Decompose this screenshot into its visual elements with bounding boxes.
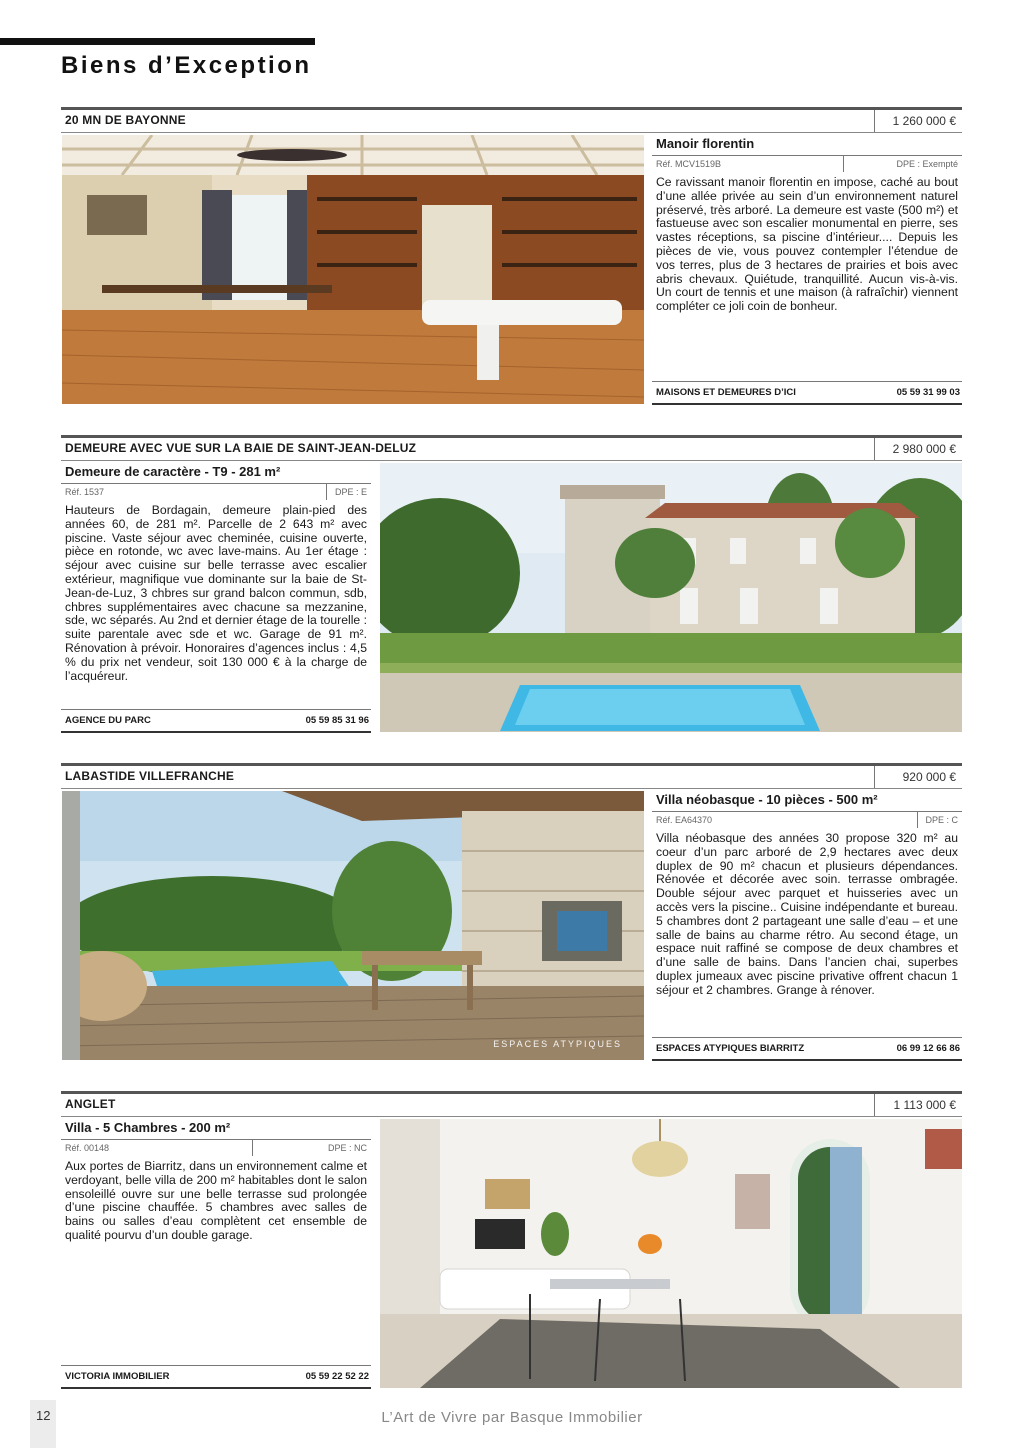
agency-phone: 05 59 31 99 03	[896, 387, 960, 398]
property-description: Hauteurs de Bordagain, demeure plain-pied des années 60, de 281 m². Parcelle de 2 643 m² avec piscine. Vaste séjour avec cheminée, cuisine ouverte, pièce en rotonde, wc avec lave-mains. Au 1er étage : séjour avec cuisine sur belle terrasse avec escalier extérieur, magnifique vue dominante sur la baie de St-Jean-de-Luz, 3 chbres sur grand balcon commun, sdb, chbres supplémentaires avec chacune sa mezzanine, sde, wc séparés. Au 2nd et dernier étage de la tourelle : suite parentale avec sde et wc. Garage de 91 m². Rénovation à prévoir. Honoraires d’agences inclus : 4,5 % du prix net vendeur, soit 130 000 € à la charge de l’acquéreur.	[65, 503, 367, 683]
agency-phone: 05 59 85 31 96	[305, 715, 369, 726]
dpe-rating: DPE : E	[334, 487, 367, 497]
reference-number: Réf. MCV1519B	[652, 156, 844, 172]
agency-row	[61, 1365, 371, 1389]
listing-info	[61, 1119, 371, 1389]
listing-photo-interior	[62, 135, 644, 404]
agency-phone: 05 59 22 52 22	[305, 1371, 369, 1382]
agency-row	[61, 709, 371, 733]
listing-photo-terrace	[62, 791, 644, 1060]
listing-info	[61, 463, 371, 733]
agency-name: ESPACES ATYPIQUES BIARRITZ	[656, 1043, 805, 1054]
listing-villa-anglet	[61, 1091, 962, 1389]
listing-manoir-florentin	[61, 107, 962, 405]
listing-price: 920 000 €	[874, 766, 962, 788]
header-rule	[61, 435, 962, 438]
listing-location: DEMEURE AVEC VUE SUR LA BAIE DE SAINT-JEAN-DELUZ	[65, 441, 417, 455]
agency-name: MAISONS ET DEMEURES D’ICI	[656, 387, 796, 398]
reference-number: Réf. 00148	[61, 1140, 253, 1156]
page-number: 12	[36, 1408, 51, 1423]
footer-tagline: L’Art de Vivre par Basque Immobilier	[381, 1409, 643, 1426]
agency-row	[652, 1037, 962, 1061]
listing-location: LABASTIDE VILLEFRANCHE	[65, 769, 235, 783]
reference-row	[61, 1139, 371, 1156]
dpe-rating: DPE : NC	[327, 1143, 367, 1153]
photo-watermark: ESPACES ATYPIQUES	[493, 1039, 622, 1049]
property-description: Ce ravissant manoir florentin en impose, caché au bout d’une allée privée au sein d’un environnement naturel préservé, très arboré. La demeure est vaste (500 m²) et fastueuse avec son escalier monumental en pierre, ses vastes réceptions, sa piscine d’intérieur.... Depuis les pièces de vie, vous pouvez contempler l’étendue de vos terres, plus de 3 hectares de prairies et bois avec abris chevaux. Quiétude, tranquillité. Aucun vis-à-vis. Un court de tennis et une maison (à rafraîchir) viennent compléter ce joli coin de bonheur.	[656, 175, 958, 314]
property-title: Manoir florentin	[656, 136, 755, 151]
dpe-rating: DPE : C	[925, 815, 958, 825]
listing-price: 2 980 000 €	[874, 438, 962, 460]
page-title: Biens d’Exception	[61, 52, 312, 79]
agency-name: VICTORIA IMMOBILIER	[65, 1371, 170, 1382]
property-title: Villa - 5 Chambres - 200 m²	[65, 1120, 231, 1135]
property-description: Villa néobasque des années 30 propose 320 m² au coeur d’un parc arboré de 2,9 hectares avec deux duplex de 90 m² chacun et plusieurs dépendances. Rénovée et décorée avec soin. terrasse ombragée. Double séjour avec parquet et huisseries avec un accès vers la piscine.. Cuisine indépendante et bureau. 5 chambres dont 2 partageant une salle d’eau – et une salle de bains au charme rétro. Au second étage, un espace nuit raffiné se compose de deux chambres et d’une salle de bains. Dans l’ancien chai, superbes duplex jumeaux avec piscine privative offrent chacun 1 séjour et 2 chambres. Grange à rénover.	[656, 831, 958, 997]
header-underline	[61, 1116, 962, 1117]
property-title: Villa néobasque - 10 pièces - 500 m²	[656, 792, 878, 807]
header-underline	[61, 460, 962, 461]
top-accent-bar	[0, 38, 315, 45]
reference-row	[652, 811, 962, 828]
reference-row	[61, 483, 371, 500]
listing-location: 20 MN DE BAYONNE	[65, 113, 186, 127]
listing-info	[652, 791, 962, 1061]
listing-location: ANGLET	[65, 1097, 116, 1111]
agency-row	[652, 381, 962, 405]
property-description: Aux portes de Biarritz, dans un environnement calme et verdoyant, belle villa de 200 m² habitables dont le salon ensoleillé ouvre sur une belle terrasse sud prolongée d’une piscine chauffée. 5 chambres avec salles de bains ou salles d’eau complètent cet ensemble de qualité pourvu d’un double garage.	[65, 1159, 367, 1242]
listing-villa-neobasque	[61, 763, 962, 1061]
reference-row	[652, 155, 962, 172]
listing-price: 1 113 000 €	[874, 1094, 962, 1116]
dpe-rating: DPE : Exempté	[896, 159, 958, 169]
listing-photo-house-pool	[380, 463, 962, 732]
reference-number: Réf. EA64370	[652, 812, 918, 828]
reference-number: Réf. 1537	[61, 484, 327, 500]
header-rule	[61, 107, 962, 110]
header-rule	[61, 763, 962, 766]
property-title: Demeure de caractère - T9 - 281 m²	[65, 464, 281, 479]
header-underline	[61, 788, 962, 789]
listing-photo-salon	[380, 1119, 962, 1388]
listing-demeure-caractere	[61, 435, 962, 733]
header-underline	[61, 132, 962, 133]
agency-phone: 06 99 12 66 86	[896, 1043, 960, 1054]
listing-price: 1 260 000 €	[874, 110, 962, 132]
header-rule	[61, 1091, 962, 1094]
listing-info	[652, 135, 962, 405]
agency-name: AGENCE DU PARC	[65, 715, 151, 726]
